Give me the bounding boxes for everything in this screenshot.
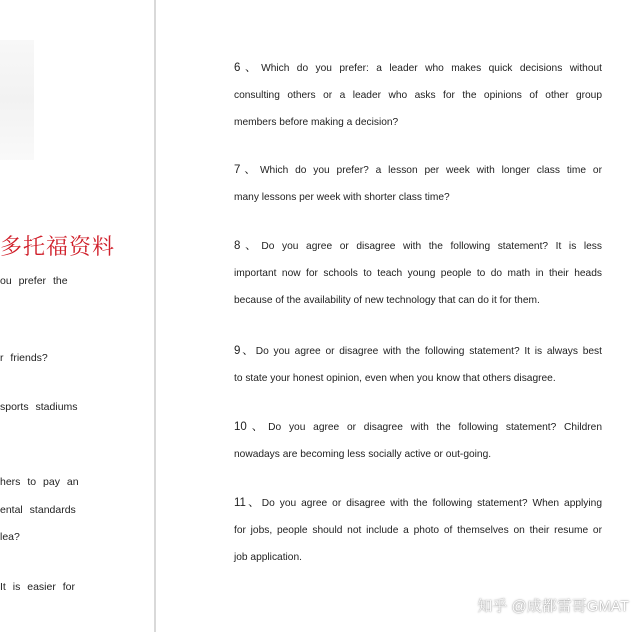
question-line: members before making a decision? <box>234 117 399 128</box>
left-page-line: r friends? <box>0 352 48 364</box>
question-line: job application. <box>234 552 302 563</box>
question-number: 6、 <box>234 62 262 74</box>
question-line: 6、Which do you prefer: a leader who makes quick decisions without <box>234 62 602 74</box>
question-line: 8、Do you agree or disagree with the following statement? It is less <box>234 240 602 252</box>
question-11 <box>234 490 602 571</box>
question-line: for jobs, people should not include a photo of themselves on their resume or <box>234 525 602 536</box>
question-number: 7、 <box>234 164 260 176</box>
question-line: consulting others or a leader who asks for the opinions of other group <box>234 90 602 101</box>
question-line: 9、Do you agree or disagree with the following statement? It is always best <box>234 345 602 357</box>
question-number: 11、 <box>234 497 262 509</box>
question-line: 7、Which do you prefer? a lesson per week with longer class time or <box>234 164 602 176</box>
question-number: 10、 <box>234 421 269 433</box>
left-page-line: ental standards <box>0 504 76 516</box>
left-page-title: 多托福资料 <box>0 235 116 260</box>
question-line: nowadays are becoming less socially active or out-going. <box>234 449 492 460</box>
left-page-line: It is easier for <box>0 581 76 593</box>
left-page-line: lea? <box>0 531 20 543</box>
question-number: 8、 <box>234 240 262 252</box>
left-page-line: hers to pay an <box>0 476 79 488</box>
question-10 <box>234 414 602 468</box>
question-line: important now for schools to teach young people to do math in their heads <box>234 268 602 279</box>
watermark-fragment <box>0 40 34 160</box>
question-line: 11、Do you agree or disagree with the following statement? When applying <box>234 497 602 509</box>
right-page <box>156 0 643 632</box>
question-line: to state your honest opinion, even when you know that others disagree. <box>234 373 556 384</box>
question-line: because of the availability of new technology that can do it for them. <box>234 295 540 306</box>
left-page <box>0 0 154 632</box>
question-6 <box>234 55 602 136</box>
question-line: 10、Do you agree or disagree with the following statement? Children <box>234 421 602 433</box>
left-page-line: sports stadiums <box>0 401 78 413</box>
left-page-line: ou prefer the <box>0 275 68 287</box>
question-8 <box>234 233 602 314</box>
question-line: many lessons per week with shorter class time? <box>234 192 450 203</box>
question-9 <box>234 338 602 392</box>
question-7 <box>234 157 602 211</box>
credit-watermark: 知乎 @成都雷哥GMAT <box>477 598 629 615</box>
question-number: 9、 <box>234 345 256 357</box>
